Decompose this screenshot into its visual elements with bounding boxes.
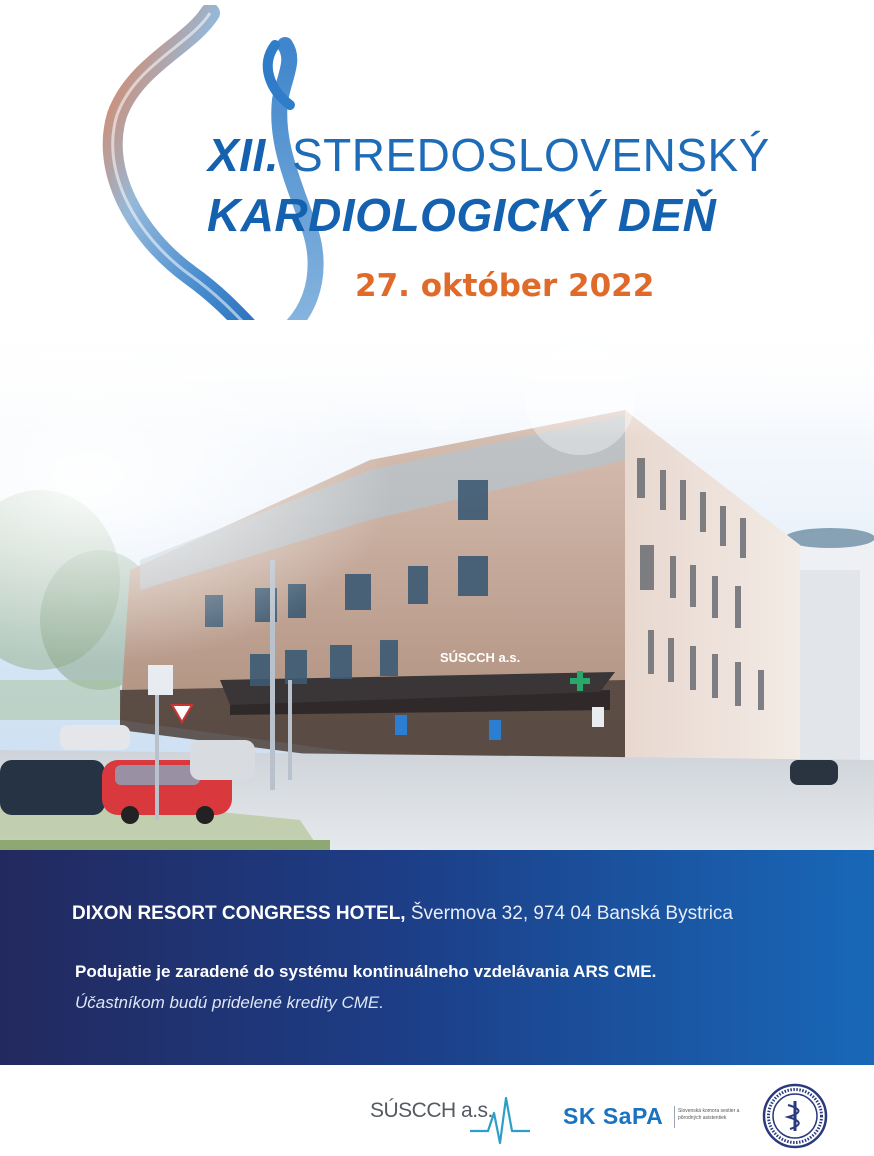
logo-suscch-text: SÚSCCH a.s. [370, 1099, 493, 1122]
logo-divider [674, 1106, 675, 1128]
venue-name: DIXON RESORT CONGRESS HOTEL, [72, 903, 406, 924]
event-title-line1: STREDOSLOVENSKÝ [292, 129, 770, 181]
logo-suscch [370, 1093, 530, 1148]
logo-sksapa-text: SK SaPA [563, 1103, 664, 1129]
venue-address: Švermova 32, 974 04 Banská Bystrica [405, 903, 733, 924]
hospital-building-photo [0, 320, 874, 850]
sponsor-logos [0, 1065, 874, 1156]
cme-credits-notice: Účastníkom budú pridelené kredity CME. [75, 993, 384, 1012]
association-seal-icon [762, 1083, 828, 1149]
venue-line [72, 903, 733, 925]
logo-sksapa [563, 1103, 753, 1133]
logo-sksapa-tagline: Slovenská komora sestier a pôrodných asistentiek [678, 1108, 740, 1121]
cme-notice: Podujatie je zaradené do systému kontinuálneho vzdelávania ARS CME. [75, 962, 657, 981]
event-header [0, 0, 874, 340]
event-date: 27. október 2022 [355, 268, 655, 304]
event-title-roman: XII. [208, 129, 280, 181]
event-title-line2: KARDIOLOGICKÝ DEŇ [207, 189, 717, 241]
info-band [0, 850, 874, 1065]
heartbeat-wave-icon [470, 1093, 530, 1148]
heart-ribbon-icon [95, 5, 345, 360]
